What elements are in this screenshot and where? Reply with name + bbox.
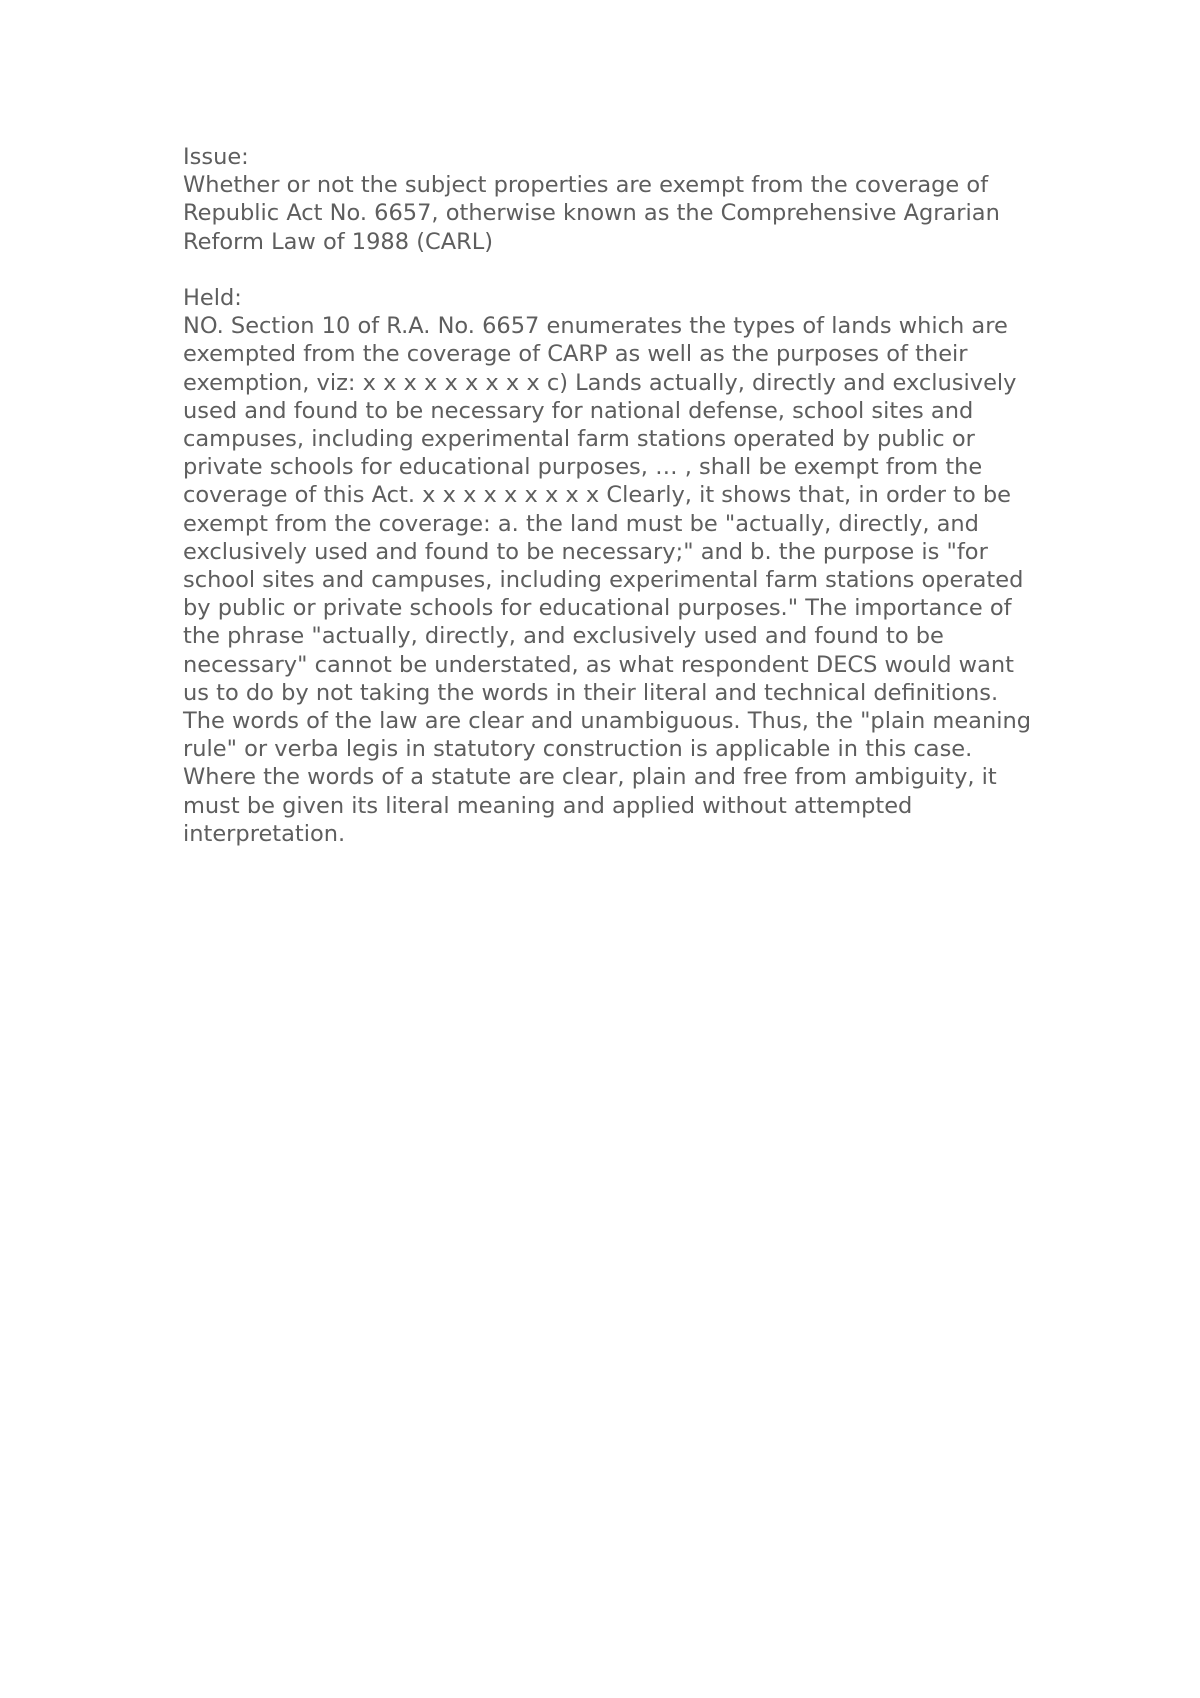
issue-text: Whether or not the subject properties are exempt from the coverage of Republic Act No. 6657, otherwise known as the Comprehensive Agrarian Reform Law of 1988 (CARL) <box>183 172 1000 255</box>
held-text: NO. Section 10 of R.A. No. 6657 enumerates the types of lands which are exempted from the coverage of CARP as well as the purposes of their exemption, viz: x x x x x x x x x c) Lands actually, directly and exclusively used and found to be necessary for national defense, school sites and campuses, including experimental farm stations operated by public or private schools for educational purposes, … , shall be exempt from the coverage of this Act. x x x x x x x x x Clearly, it shows that, in order to be exempt from the coverage: a. the land must be "actually, directly, and exclusively used and found to be necessary;" and b. the purpose is "for school sites and campuses, including experimental farm stations operated by public or private schools for educational purposes." The importance of the phrase "actually, directly, and exclusively used and found to be necessary" cannot be understated, as what respondent DECS would want us to do by not taking the words in their literal and technical definitions. The words of the law are clear and unambiguous. Thus, the "plain meaning rule" or verba legis in statutory construction is applicable in this case. Where the words of a statute are clear, plain and free from ambiguity, it must be given its literal meaning and applied without attempted interpretation. <box>183 313 1032 847</box>
held-heading: Held: <box>183 285 242 311</box>
document-body <box>183 143 1043 848</box>
paragraph-gap <box>183 256 1043 284</box>
issue-heading: Issue: <box>183 144 249 170</box>
